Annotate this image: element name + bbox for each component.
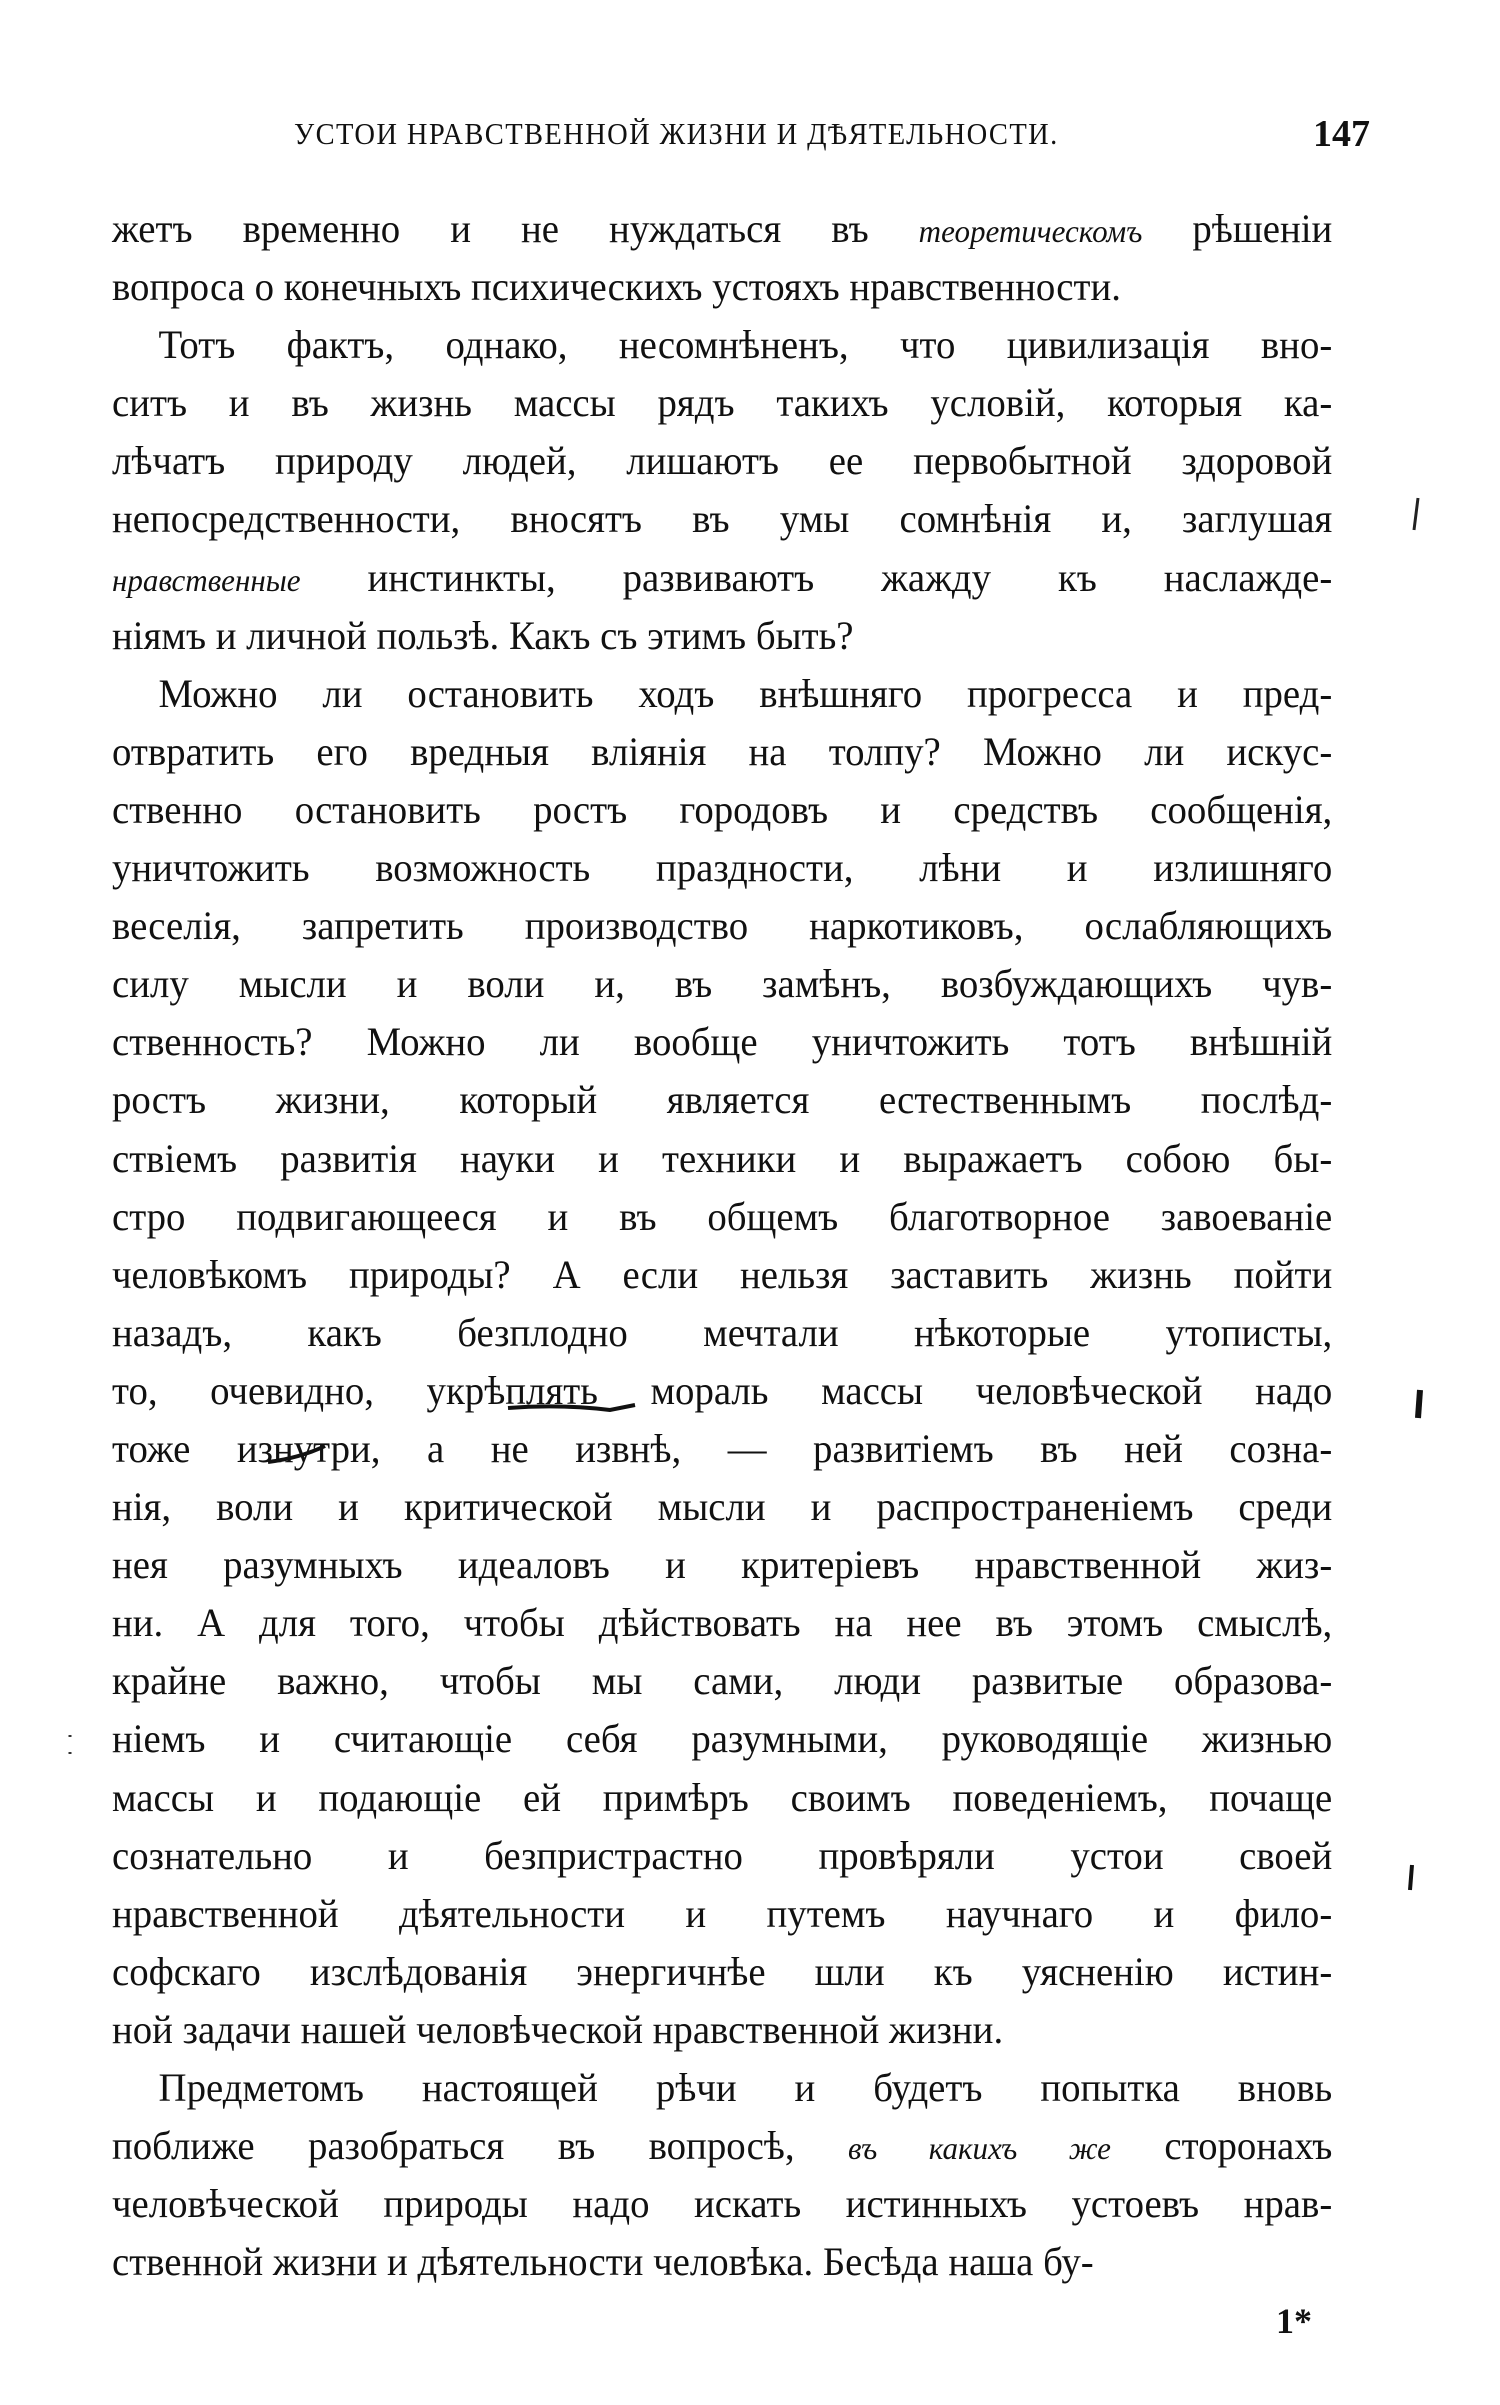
text-line <box>112 1071 1332 1129</box>
text-span: ствіемъ развитія науки и техники и выражаетъ собою бы- <box>112 1135 1333 1181</box>
text-line <box>112 374 1332 432</box>
text-span: ственность? Можно ли вообще уничтожить тотъ внѣшній <box>112 1019 1333 1065</box>
text-span: массы и подающіе ей примѣръ своимъ поведеніемъ, почаще <box>112 1774 1333 1820</box>
text-span: ніямъ и личной пользѣ. Какъ съ этимъ быть? <box>112 612 854 658</box>
text-line <box>112 490 1332 548</box>
text-line <box>112 432 1332 490</box>
text-line <box>112 200 1332 258</box>
text-line <box>112 1710 1332 1768</box>
text-line <box>112 897 1332 955</box>
text-span: назадъ, какъ безплодно мечтали нѣкоторые утописты, <box>112 1309 1333 1355</box>
text-span: Предметомъ настоящей рѣчи и будетъ попытка вновь <box>158 2065 1333 2110</box>
text-line <box>112 781 1332 839</box>
text-line <box>112 1013 1332 1071</box>
text-line <box>112 1536 1332 1594</box>
text-line <box>112 1420 1332 1478</box>
text-span: силу мысли и воли и, въ замѣнъ, возбуждающихъ чув- <box>112 961 1333 1007</box>
page-number: 147 <box>1313 113 1370 155</box>
text-span: лѣчатъ природу людей, лишаютъ ее первобытной здоровой <box>112 438 1333 484</box>
text-span: поближе разобраться въ вопросѣ, <box>112 2123 849 2169</box>
text-span: сознательно и безпристрастно провѣряли устои своей <box>112 1832 1333 1878</box>
text-span: стро подвигающееся и въ общемъ благотворное завоеваніе <box>112 1193 1333 1239</box>
text-span: ни. А для того, чтобы дѣйствовать на нее въ этомъ смыслѣ, <box>112 1600 1333 1646</box>
text-line <box>112 1885 1332 1943</box>
text-line <box>112 1362 1332 1420</box>
text-line <box>112 1827 1332 1885</box>
text-line <box>112 2001 1332 2059</box>
text-span: непосредственности, вносятъ въ умы сомнѣнія и, заглушая <box>112 496 1333 542</box>
text-span: инстинкты, развиваютъ жажду къ наслажде- <box>300 554 1333 600</box>
text-span: Можно ли остановить ходъ внѣшняго прогресса и пред- <box>158 670 1333 716</box>
text-line <box>112 1594 1332 1652</box>
text-line <box>112 1304 1332 1362</box>
text-line <box>112 549 1332 607</box>
body-text <box>112 200 1370 2291</box>
text-span: Тотъ фактъ, однако, несомнѣненъ, что цивилизація вно- <box>158 322 1333 368</box>
running-header <box>112 112 1370 160</box>
text-span: нравственной дѣятельности и путемъ научнаго и фило- <box>112 1890 1333 1936</box>
text-line <box>112 1652 1332 1710</box>
text-span: человѣческой природы надо искать истинныхъ устоевъ нрав- <box>112 2181 1333 2227</box>
paragraph <box>112 200 1370 316</box>
paragraph <box>112 2059 1370 2291</box>
text-line <box>112 723 1332 781</box>
text-line <box>112 1188 1332 1246</box>
margin-pencil-mark <box>1410 1865 1412 1890</box>
text-span: ситъ и въ жизнь массы рядъ такихъ условій, которыя ка- <box>112 380 1333 426</box>
text-line <box>112 1478 1332 1536</box>
text-line <box>112 839 1332 897</box>
text-line <box>112 955 1332 1013</box>
text-line <box>112 1769 1332 1827</box>
text-span: жетъ временно и не нуждаться въ <box>112 206 919 251</box>
text-span: рѣшеніи <box>1142 206 1333 251</box>
paragraph <box>112 316 1370 665</box>
text-span: ной задачи нашей человѣческой нравственной жизни. <box>112 2006 1004 2052</box>
text-line <box>112 2059 1332 2117</box>
text-line <box>112 1130 1332 1188</box>
italic-text: въ какихъ же <box>848 2130 1111 2167</box>
text-span: ственной жизни и дѣятельности человѣка. Бесѣда наша бу- <box>112 2239 1094 2285</box>
text-line <box>112 1246 1332 1304</box>
text-line <box>112 2175 1332 2233</box>
text-span: софскаго изслѣдованія энергичнѣе шли къ уясненію истин- <box>112 1948 1333 1994</box>
text-span: тоже изнутри, а не извнѣ, — развитіемъ въ ней созна- <box>112 1425 1333 1471</box>
margin-pencil-mark <box>1414 498 1418 530</box>
text-span: веселія, запретить производство наркотиковъ, ослабляющихъ <box>112 903 1333 949</box>
running-title: УСТОИ НРАВСТВЕННОЙ ЖИЗНИ И ДѢЯТЕЛЬНОСТИ. <box>294 116 1059 151</box>
text-span: нея разумныхъ идеаловъ и критеріевъ нравственной жиз- <box>112 1542 1333 1588</box>
text-span: ніемъ и считающіе себя разумными, руководящіе жизнью <box>112 1716 1333 1762</box>
text-line <box>112 316 1332 374</box>
text-span: ственно остановить ростъ городовъ и средствъ сообщенія, <box>112 786 1333 832</box>
text-span: сторонахъ <box>1110 2123 1333 2169</box>
italic-text: теоретическомъ <box>918 213 1143 249</box>
text-span: нія, воли и критической мысли и распространеніемъ среди <box>112 1484 1333 1530</box>
text-span: уничтожить возможность праздности, лѣни и излишняго <box>112 845 1333 891</box>
text-span: то, очевидно, укрѣплять мораль массы человѣческой надо <box>112 1367 1333 1413</box>
signature-mark: 1* <box>1276 2301 1312 2341</box>
text-line <box>112 1943 1332 2001</box>
text-line <box>112 607 1332 665</box>
text-line <box>112 258 1332 316</box>
italic-text: нравственные <box>112 561 301 598</box>
text-span: ростъ жизни, который является естественнымъ послѣд- <box>112 1077 1333 1123</box>
text-line <box>112 665 1332 723</box>
text-line <box>112 2233 1332 2291</box>
margin-pencil-mark <box>1418 1390 1420 1418</box>
text-span: отвратить его вредныя вліянія на толпу? Можно ли искус- <box>112 728 1333 774</box>
text-span: вопроса о конечныхъ психическихъ устояхъ нравственности. <box>112 264 1121 310</box>
text-line <box>112 2117 1332 2175</box>
text-span: крайне важно, чтобы мы сами, люди развитые образова- <box>112 1658 1333 1704</box>
paragraph <box>112 665 1370 2059</box>
text-span: человѣкомъ природы? А если нельзя заставить жизнь пойти <box>112 1251 1333 1297</box>
